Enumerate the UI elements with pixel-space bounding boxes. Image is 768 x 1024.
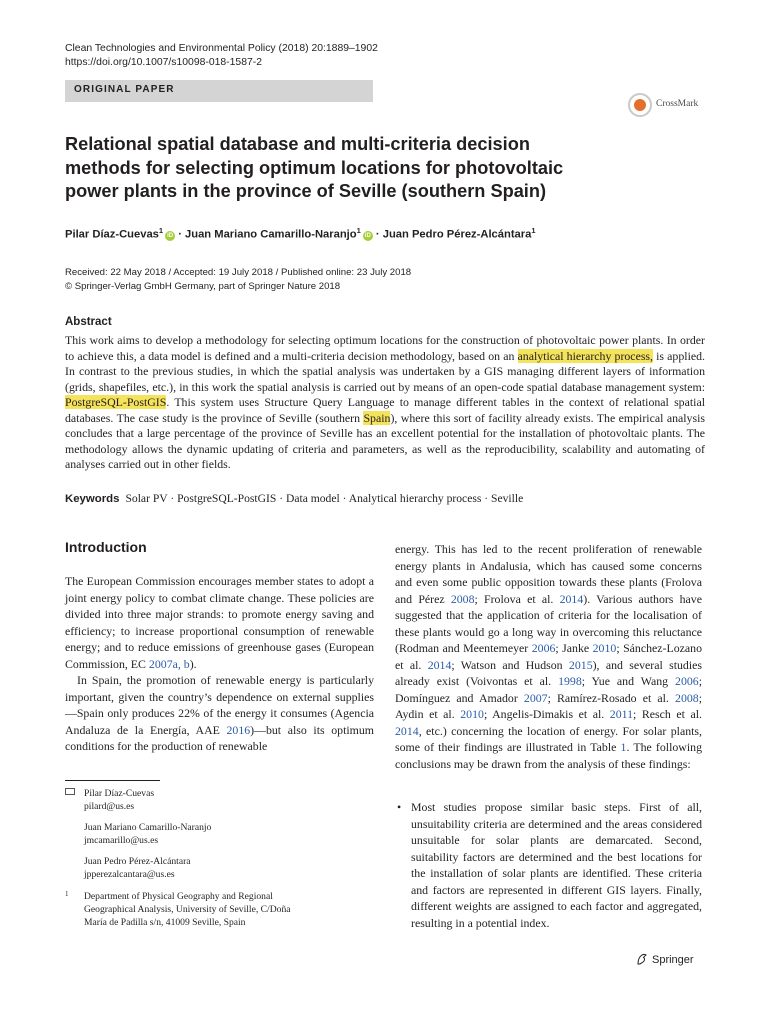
bullet-text: Most studies propose similar basic steps. First of all, unsuitability criteria are determined and the areas considered unsuitable for solar plants are demarcated. Second, suitability factors are determined and the best locations for the installation of solar plants are identified. These criteria and factors are represented in different GIS layers. Finally, different weights are assigned to each factor and aggregated, resulting in a potential index.: [411, 800, 702, 930]
citation-link[interactable]: 2010: [592, 641, 617, 655]
citation-link[interactable]: 1998: [558, 674, 582, 688]
springer-horse-icon: [636, 953, 648, 965]
citation-link[interactable]: 2007: [523, 690, 548, 705]
citation-link[interactable]: 2014: [559, 591, 584, 606]
citation-link[interactable]: 2015: [568, 657, 593, 672]
article-type-label: ORIGINAL PAPER: [74, 84, 175, 95]
abstract-text: . This system uses Structure Query Language to manage different tables in the context of relational spatial databases. The case study is the province of Seville (southern: [65, 395, 705, 425]
footnote-divider: [65, 780, 160, 781]
paragraph: [395, 541, 702, 772]
paragraph-text: ). Various authors have suggested that the application of criteria for the localisation of these plants would go a long way in overcoming this reluctance (Rodman and Meentemeyer: [395, 591, 702, 655]
highlighted-text[interactable]: analytical hierarchy process,: [517, 348, 654, 363]
paragraph-text: ), and several studies already exist (Voivontas et al.: [395, 657, 703, 688]
bullet-marker: •: [397, 800, 402, 814]
abstract-text: This work aims to develop a methodology for selecting optimum locations for the construction of photovoltaic power plants. In order to achieve this, a data model is defined and a multi-criteria decision methodology, based on an: [65, 333, 705, 363]
citation-link[interactable]: 2014: [395, 723, 419, 738]
highlighted-text[interactable]: Spain: [363, 410, 391, 425]
affiliation-marker: 1: [356, 226, 361, 235]
keywords-label: Keywords: [65, 493, 120, 505]
orcid-icon[interactable]: iD: [167, 232, 174, 239]
corresponding-author: [65, 787, 155, 800]
citation-link[interactable]: 2011: [609, 707, 634, 721]
article-type-band: [65, 80, 373, 102]
paragraph-text: , etc.) concerning the location of energy. For solar plants, some of their findings are illustrated in Table: [395, 723, 702, 754]
table-reference-link[interactable]: 1: [620, 740, 627, 754]
crossmark-icon: [628, 93, 652, 117]
contact-name: Pilar Díaz-Cuevas: [84, 788, 155, 799]
body-column-left: [65, 573, 374, 755]
citation-link[interactable]: 2008: [450, 591, 475, 606]
contact-email[interactable]: jmcamarillo@us.es: [84, 835, 159, 846]
abstract-body: [65, 333, 705, 473]
paper-title: Relational spatial database and multi-criteria decision methods for selecting optimum locations for photovoltaic power plants in the province of Seville (southern Spain): [65, 134, 564, 201]
body-column-right: [395, 541, 702, 772]
author-name[interactable]: Juan Pedro Pérez-Alcántara: [382, 228, 532, 241]
journal-line: Clean Technologies and Environmental Policy (2018) 20:1889–1902: [65, 43, 378, 54]
paragraph-text: ; Frolova et al.: [474, 591, 560, 606]
contact-name: Juan Pedro Pérez-Alcántara: [84, 856, 191, 867]
citation-link[interactable]: 2016: [226, 722, 251, 737]
publication-dates: [65, 266, 411, 293]
doi-link[interactable]: https://doi.org/10.1007/s10098-018-1587-2: [65, 57, 262, 68]
copyright-line: © Springer-Verlag GmbH Germany, part of Springer Nature 2018: [65, 280, 341, 292]
journal-citation: [65, 42, 378, 70]
affiliation-marker: 1: [531, 226, 536, 235]
paragraph-text: The European Commission encourages member states to adopt a joint energy policy to combat climate change. These policies are divided into three major strands: to promote energy saving and efficiency; to increase proportional consumption of renewable energy; and to reduce emissions of greenhouse gases (European Commission, EC: [65, 574, 374, 671]
citation-link[interactable]: 2008: [675, 690, 699, 705]
paragraph-text: ; Resch et al.: [633, 707, 702, 721]
abstract-text: ), where this sort of facility already exists. The empirical analysis concludes that a large percentage of the province of Seville has an excellent potential for the installation of photovoltaic plants. The methodology allows the dynamic updating of criteria and parameters, as well as the reproducibility, scalability and automating of analyses carried out in other fields.: [65, 410, 705, 471]
envelope-icon: [65, 788, 75, 795]
contact-email[interactable]: jpperezalcantara@us.es: [84, 869, 175, 880]
publisher-mark: [636, 953, 694, 966]
abstract-text: is applied. In contrast to the previous studies, in which the spatial analysis was undertaken by a GIS managing different layers of information (grids, shapefiles, etc.), in this work the spatial analysis is carried out by means of an open-code spatial database management system:: [65, 348, 705, 394]
affiliation-marker: 1: [158, 226, 164, 235]
affiliation-number: 1: [65, 890, 69, 898]
affiliation-text: Department of Physical Geography and Regional Geographical Analysis, University of Seville, C/Doña María de Padilla s/n, 41009 Seville, Spain: [84, 891, 291, 928]
keywords: [65, 492, 523, 505]
paragraph-text: ; Watson and Hudson: [451, 657, 569, 672]
paragraph: [65, 672, 374, 755]
paragraph-text: In Spain, the promotion of renewable energy is particularly important, given the country’s dependence on external supplies—Spain only produces 22% of the energy it consumes (Agencia Andaluza de la Energía, AAE: [65, 673, 374, 737]
paragraph-text: ).: [189, 656, 197, 671]
abstract-heading: Abstract: [65, 316, 112, 328]
author-separator: ·: [375, 228, 380, 241]
keywords-list: Solar PV · PostgreSQL-PostGIS · Data model · Analytical hierarchy process · Seville: [125, 492, 524, 505]
citation-link[interactable]: 2014: [427, 657, 452, 672]
author-name[interactable]: Pilar Díaz-Cuevas: [65, 228, 159, 241]
citation-link[interactable]: 2010: [460, 707, 484, 721]
citation-link[interactable]: 2006: [675, 674, 699, 688]
author-separator: ·: [178, 228, 182, 241]
crossmark-badge[interactable]: [628, 93, 704, 123]
paragraph: [65, 573, 374, 672]
paragraph-text: ; Ramírez-Rosado et al.: [547, 690, 676, 705]
paragraph-text: ; Domínguez and Amador: [395, 674, 702, 705]
citation-link[interactable]: 2006: [531, 641, 556, 655]
author-name[interactable]: Juan Mariano Camarillo-Naranjo: [185, 228, 357, 241]
paragraph-text: ; Aydin et al.: [395, 690, 702, 721]
paragraph-text: ; Sánchez-Lozano et al.: [395, 641, 702, 672]
section-heading-introduction: Introduction: [65, 539, 147, 555]
citation-link[interactable]: 2007a, b: [148, 656, 190, 671]
contact-name: Juan Mariano Camarillo-Naranjo: [84, 822, 212, 833]
paragraph-text: ; Janke: [555, 641, 593, 655]
paragraph-text: energy. This has led to the recent proliferation of renewable energy plants in Andalusia, which has caused some concerns and even some public opposition towards these plants (Frolova and Pérez: [395, 542, 702, 606]
paragraph-text: ; Angelis-Dimakis et al.: [483, 707, 610, 721]
publisher-name: Springer: [652, 954, 694, 966]
paragraph-text: )—but also its optimum conditions for the production of renewable: [65, 722, 374, 753]
highlighted-text[interactable]: PostgreSQL-PostGIS: [65, 395, 167, 409]
crossmark-label: CrossMark: [656, 99, 699, 109]
author-list: [65, 226, 536, 241]
contact-email[interactable]: pilard@us.es: [84, 801, 135, 812]
orcid-icon[interactable]: iD: [364, 232, 371, 239]
dates-line: Received: 22 May 2018 / Accepted: 19 July 2018 / Published online: 23 July 2018: [65, 267, 412, 278]
paragraph-text: . The following conclusions may be drawn from the analysis of these findings:: [395, 740, 702, 771]
paragraph-text: ; Yue and Wang: [581, 674, 676, 688]
